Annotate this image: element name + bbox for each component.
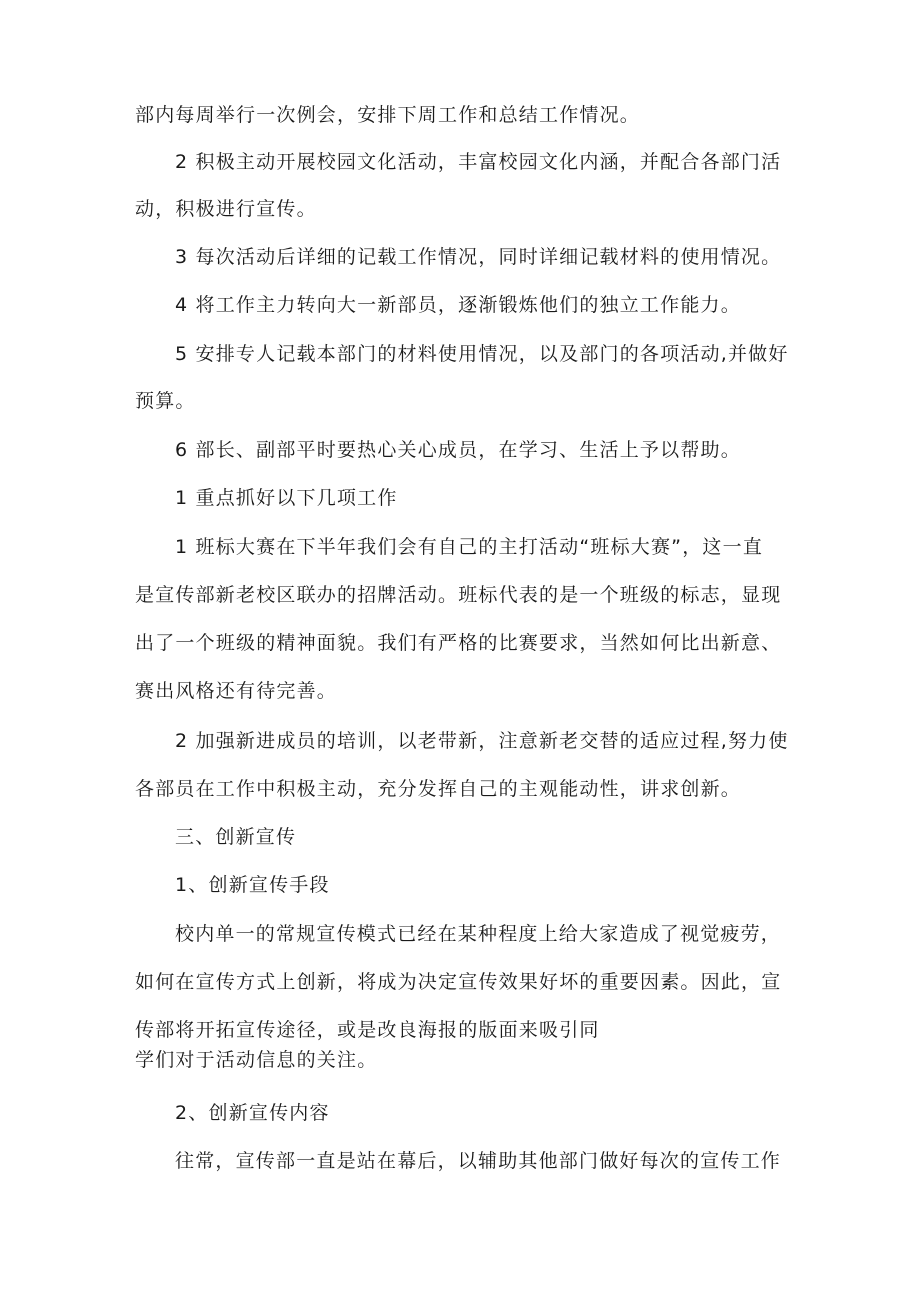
text-line: 3 每次活动后详细的记载工作情况，同时详细记载材料的使用情况。 [175,246,782,268]
text-line: 5 安排专人记载本部门的材料使用情况，以及部门的各项活动,并做好 [175,343,789,365]
text-line: 校内单一的常规宣传模式已经在某种程度上给大家造成了视觉疲劳， [175,923,782,945]
section-heading: 三、创新宣传 [175,826,297,848]
text-line: 6 部长、副部平时要热心关心成员，在学习、生活上予以帮助。 [175,439,741,461]
text-line: 各部员在工作中积极主动，充分发挥自己的主观能动性，讲求创新。 [135,778,742,800]
text-line: 部内每周举行一次例会，安排下周工作和总结工作情况。 [135,104,641,126]
text-line: 赛出风格还有待完善。 [135,680,338,702]
subsection-heading: 2、创新宣传内容 [175,1102,330,1124]
text-line: 2 加强新进成员的培训，以老带新，注意新老交替的适应过程,努力使 [175,730,789,752]
text-line: 4 将工作主力转向大一新部员，逐渐锻炼他们的独立工作能力。 [175,294,741,316]
text-line: 出了一个班级的精神面貌。我们有严格的比赛要求，当然如何比出新意、 [135,632,782,654]
text-line: 2 积极主动开展校园文化活动，丰富校园文化内涵，并配合各部门活 [175,151,782,173]
text-line: 1 重点抓好以下几项工作 [175,487,398,509]
text-line: 1 班标大赛在下半年我们会有自己的主打活动“班标大赛”，这一直 [175,536,764,558]
text-line: 传部将开拓宣传途径，或是改良海报的版面来吸引同 [135,1019,600,1041]
subsection-heading: 1、创新宣传手段 [175,874,330,896]
text-line: 学们对于活动信息的关注。 [135,1049,378,1071]
text-line: 是宣传部新老校区联办的招牌活动。班标代表的是一个班级的标志，显现 [135,584,782,606]
text-line: 往常，宣传部一直是站在幕后，以辅助其他部门做好每次的宣传工作 [175,1150,782,1172]
text-line: 动，积极进行宣传。 [135,198,317,220]
text-line: 如何在宣传方式上创新，将成为决定宣传效果好坏的重要因素。因此，宣 [135,971,782,993]
text-line: 预算。 [135,390,196,412]
